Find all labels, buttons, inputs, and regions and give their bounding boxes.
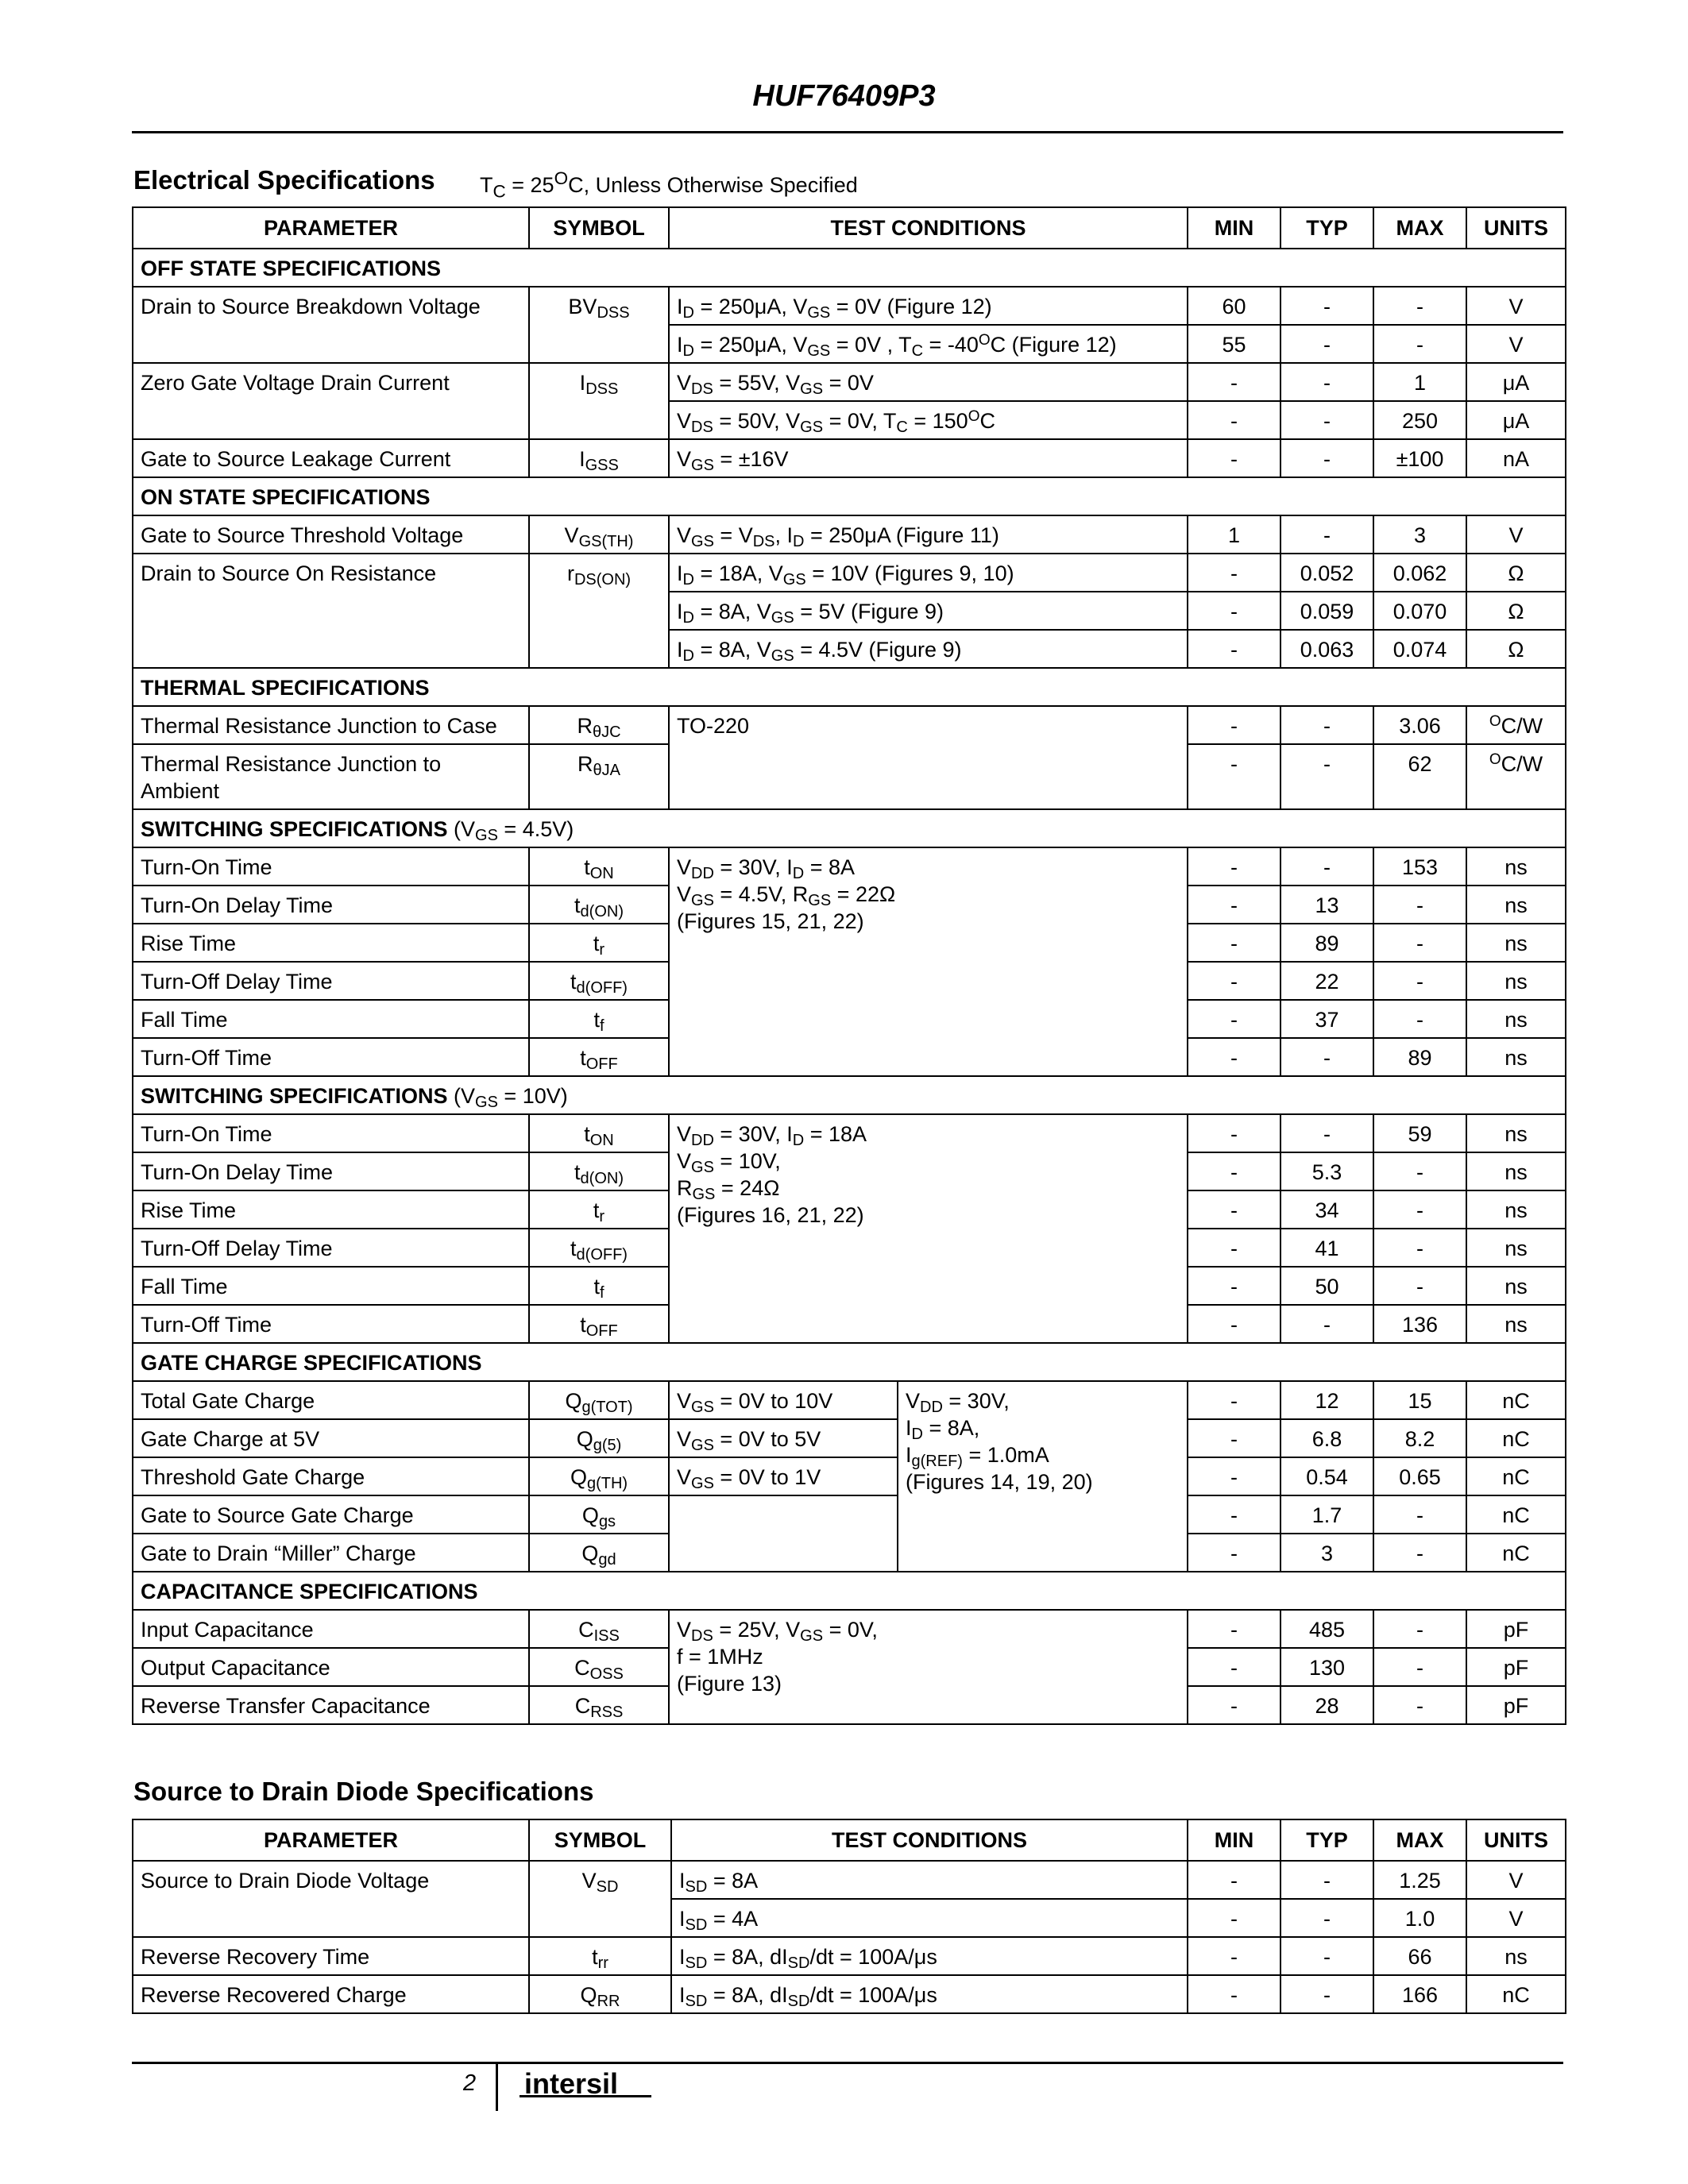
condition-cell: $V_{DS} = 25V$, $V_{GS} = 0V$, f = 1MHz (Figure 13) xyxy=(669,1610,1188,1724)
max-cell: 3 xyxy=(1373,515,1466,554)
condition-cell: $I_{SD} = 8A$, $dI_{SD}/dt = 100A/\mu s$ xyxy=(671,1975,1188,2013)
unit-cell: nC xyxy=(1466,1534,1566,1572)
unit-cell: nA xyxy=(1466,439,1566,477)
table-row xyxy=(133,1975,1566,2013)
min-cell: - xyxy=(1188,1267,1280,1305)
col-header-symbol: SYMBOL xyxy=(529,207,669,249)
symbol-cell: $t_r$ xyxy=(529,1190,669,1229)
table-row xyxy=(133,847,1566,886)
unit-cell: ns xyxy=(1466,1000,1566,1038)
symbol-cell: $I_{DSS}$ xyxy=(529,363,669,439)
condition-cell: $I_{SD} = 8A$ xyxy=(671,1861,1188,1899)
group-row xyxy=(133,477,1566,515)
min-cell: - xyxy=(1188,706,1280,744)
typ-cell: 37 xyxy=(1280,1000,1373,1038)
group-row xyxy=(133,1572,1566,1610)
min-cell: 1 xyxy=(1188,515,1280,554)
param-cell: Total Gate Charge xyxy=(133,1381,529,1419)
typ-cell: 6.8 xyxy=(1280,1419,1373,1457)
typ-cell: 3 xyxy=(1280,1534,1373,1572)
max-cell: - xyxy=(1373,962,1466,1000)
symbol-cell: $t_{d(ON)}$ xyxy=(529,1152,669,1190)
param-cell: Turn-On Time xyxy=(133,1114,529,1152)
typ-cell: 0.54 xyxy=(1280,1457,1373,1495)
typ-cell: 28 xyxy=(1280,1686,1373,1724)
typ-cell: - xyxy=(1280,706,1373,744)
symbol-cell: $C_{OSS}$ xyxy=(529,1648,669,1686)
typ-cell: 5.3 xyxy=(1280,1152,1373,1190)
page-number: 2 xyxy=(463,2070,477,2096)
typ-cell: 1.7 xyxy=(1280,1495,1373,1534)
electrical-specs-table xyxy=(132,206,1566,1725)
min-cell: - xyxy=(1188,886,1280,924)
symbol-cell: $Q_{gd}$ xyxy=(529,1534,669,1572)
group-gate-charge: GATE CHARGE SPECIFICATIONS xyxy=(133,1343,1566,1381)
max-cell: 89 xyxy=(1373,1038,1466,1076)
switching-45-rows xyxy=(133,847,1566,1076)
max-cell: 62 xyxy=(1373,744,1466,809)
col-header-units: UNITS xyxy=(1466,1819,1566,1861)
symbol-cell: $t_f$ xyxy=(529,1000,669,1038)
unit-cell: ns xyxy=(1466,1190,1566,1229)
typ-cell: 130 xyxy=(1280,1648,1373,1686)
table-row xyxy=(133,1861,1566,1899)
min-cell: - xyxy=(1188,401,1280,439)
max-cell: - xyxy=(1373,1495,1466,1534)
unit-cell: ns xyxy=(1466,1937,1566,1975)
param-cell: Drain to Source On Resistance xyxy=(133,554,529,668)
condition-cell: $I_D = 250\mu A$, $V_{GS} = 0V$ , $T_C = -40^OC$ (Figure 12) xyxy=(669,325,1188,363)
unit-cell: V xyxy=(1466,287,1566,325)
symbol-cell: $Q_{g(TOT)}$ xyxy=(529,1381,669,1419)
min-cell: - xyxy=(1188,962,1280,1000)
table-row xyxy=(133,1381,1566,1419)
typ-cell: - xyxy=(1280,1861,1373,1899)
symbol-cell: $Q_{gs}$ xyxy=(529,1495,669,1534)
symbol-cell: $t_{rr}$ xyxy=(529,1937,671,1975)
min-cell: - xyxy=(1188,439,1280,477)
unit-cell: nC xyxy=(1466,1457,1566,1495)
symbol-cell: $t_{d(OFF)}$ xyxy=(529,1229,669,1267)
max-cell: - xyxy=(1373,287,1466,325)
col-header-typ: TYP xyxy=(1280,207,1373,249)
param-cell: Source to Drain Diode Voltage xyxy=(133,1861,529,1937)
unit-cell: ns xyxy=(1466,847,1566,886)
table-row xyxy=(133,363,1566,401)
condition-cell: $V_{GS} = V_{DS}$, $I_D = 250\mu A$ (Figure 11) xyxy=(669,515,1188,554)
min-cell: - xyxy=(1188,1419,1280,1457)
min-cell: 55 xyxy=(1188,325,1280,363)
condition-cell: $V_{GS} = \pm 16V$ xyxy=(669,439,1188,477)
min-cell: - xyxy=(1188,1686,1280,1724)
param-cell: Thermal Resistance Junction to Ambient xyxy=(133,744,529,809)
min-cell: - xyxy=(1188,1038,1280,1076)
unit-cell: pF xyxy=(1466,1610,1566,1648)
symbol-cell: $r_{DS(ON)}$ xyxy=(529,554,669,668)
min-cell: - xyxy=(1188,1190,1280,1229)
group-thermal: THERMAL SPECIFICATIONS xyxy=(133,668,1566,706)
param-cell: Gate to Drain “Miller” Charge xyxy=(133,1534,529,1572)
min-cell: - xyxy=(1188,1975,1280,2013)
max-cell: - xyxy=(1373,1648,1466,1686)
min-cell: - xyxy=(1188,554,1280,592)
max-cell: 166 xyxy=(1373,1975,1466,2013)
unit-cell: ns xyxy=(1466,1305,1566,1343)
unit-cell: ns xyxy=(1466,924,1566,962)
min-cell: - xyxy=(1188,1457,1280,1495)
group-switching-45: SWITCHING SPECIFICATIONS $(V_{GS} = 4.5V)$ xyxy=(133,809,1566,847)
condition-cell: $V_{GS} = 0V$ to 10V xyxy=(669,1381,898,1419)
param-cell: Thermal Resistance Junction to Case xyxy=(133,706,529,744)
table-header-row xyxy=(133,207,1566,249)
typ-cell: 0.063 xyxy=(1280,630,1373,668)
max-cell: - xyxy=(1373,886,1466,924)
footer-divider xyxy=(496,2062,498,2111)
typ-cell: 89 xyxy=(1280,924,1373,962)
group-row xyxy=(133,1076,1566,1114)
param-cell: Turn-Off Delay Time xyxy=(133,1229,529,1267)
unit-cell: nC xyxy=(1466,1381,1566,1419)
condition-cell: $I_D = 250\mu A$, $V_{GS} = 0V$ (Figure 12) xyxy=(669,287,1188,325)
unit-cell: V xyxy=(1466,1899,1566,1937)
typ-cell: - xyxy=(1280,439,1373,477)
param-cell: Turn-On Delay Time xyxy=(133,1152,529,1190)
param-cell: Rise Time xyxy=(133,924,529,962)
unit-cell: ns xyxy=(1466,1229,1566,1267)
max-cell: 8.2 xyxy=(1373,1419,1466,1457)
typ-cell: - xyxy=(1280,1305,1373,1343)
condition-cell: $V_{DD} = 30V$, $I_D = 8A$ $V_{GS} = 4.5V$, $R_{GS} = 22\Omega$ (Figures 15, 21, 22) xyxy=(669,847,1188,1076)
typ-cell: - xyxy=(1280,1975,1373,2013)
min-cell: - xyxy=(1188,1861,1280,1899)
min-cell: - xyxy=(1188,1937,1280,1975)
symbol-cell: $Q_{g(5)}$ xyxy=(529,1419,669,1457)
min-cell: - xyxy=(1188,1114,1280,1152)
typ-cell: 34 xyxy=(1280,1190,1373,1229)
unit-cell: ns xyxy=(1466,1267,1566,1305)
max-cell: 15 xyxy=(1373,1381,1466,1419)
condition-cell: $I_D = 18A$, $V_{GS} = 10V$ (Figures 9, 10) xyxy=(669,554,1188,592)
condition-cell xyxy=(669,1495,898,1572)
max-cell: 0.65 xyxy=(1373,1457,1466,1495)
table-row xyxy=(133,1419,1566,1457)
group-row xyxy=(133,809,1566,847)
symbol-cell: $Q_{RR}$ xyxy=(529,1975,671,2013)
unit-cell: V xyxy=(1466,1861,1566,1899)
col-header-min: MIN xyxy=(1188,1819,1280,1861)
unit-cell: Ω xyxy=(1466,554,1566,592)
param-cell: Fall Time xyxy=(133,1000,529,1038)
param-cell: Turn-Off Delay Time xyxy=(133,962,529,1000)
max-cell: - xyxy=(1373,1152,1466,1190)
symbol-cell: $C_{RSS}$ xyxy=(529,1686,669,1724)
col-header-parameter: PARAMETER xyxy=(133,207,529,249)
diode-specs-heading: Source to Drain Diode Specifications xyxy=(133,1777,594,1806)
max-cell: - xyxy=(1373,1190,1466,1229)
col-header-units: UNITS xyxy=(1466,207,1566,249)
param-cell: Output Capacitance xyxy=(133,1648,529,1686)
param-cell: Input Capacitance xyxy=(133,1610,529,1648)
param-cell: Drain to Source Breakdown Voltage xyxy=(133,287,529,363)
param-cell: Reverse Recovered Charge xyxy=(133,1975,529,2013)
unit-cell: Ω xyxy=(1466,592,1566,630)
min-cell: - xyxy=(1188,1152,1280,1190)
param-cell: Threshold Gate Charge xyxy=(133,1457,529,1495)
unit-cell: ns xyxy=(1466,962,1566,1000)
unit-cell: ns xyxy=(1466,1038,1566,1076)
min-cell: - xyxy=(1188,1495,1280,1534)
min-cell: 60 xyxy=(1188,287,1280,325)
typ-cell: 485 xyxy=(1280,1610,1373,1648)
col-header-min: MIN xyxy=(1188,207,1280,249)
condition-cell: $V_{DS} = 55V$, $V_{GS} = 0V$ xyxy=(669,363,1188,401)
col-header-test-conditions: TEST CONDITIONS xyxy=(671,1819,1188,1861)
condition-cell: TO-220 xyxy=(669,706,1188,809)
param-cell: Gate to Source Gate Charge xyxy=(133,1495,529,1534)
unit-cell: ns xyxy=(1466,1152,1566,1190)
unit-cell: ns xyxy=(1466,1114,1566,1152)
unit-cell: $^O$C/W xyxy=(1466,706,1566,744)
condition-cell: $V_{DS} = 50V$, $V_{GS} = 0V$, $T_C = 150^OC$ xyxy=(669,401,1188,439)
min-cell: - xyxy=(1188,847,1280,886)
symbol-cell: $C_{ISS}$ xyxy=(529,1610,669,1648)
min-cell: - xyxy=(1188,1229,1280,1267)
electrical-specs-conditions: $T_C = 25^OC$, Unless Otherwise Specified xyxy=(480,168,858,202)
group-off-state: OFF STATE SPECIFICATIONS xyxy=(133,249,1566,287)
typ-cell: 22 xyxy=(1280,962,1373,1000)
symbol-cell: $t_{d(OFF)}$ xyxy=(529,962,669,1000)
unit-cell: V xyxy=(1466,325,1566,363)
param-cell: Turn-Off Time xyxy=(133,1038,529,1076)
max-cell: - xyxy=(1373,1686,1466,1724)
group-switching-10: SWITCHING SPECIFICATIONS $(V_{GS} = 10V)$ xyxy=(133,1076,1566,1114)
table-row xyxy=(133,1457,1566,1495)
min-cell: - xyxy=(1188,744,1280,809)
max-cell: 1 xyxy=(1373,363,1466,401)
unit-cell: Ω xyxy=(1466,630,1566,668)
unit-cell: V xyxy=(1466,515,1566,554)
typ-cell: - xyxy=(1280,325,1373,363)
col-header-parameter: PARAMETER xyxy=(133,1819,529,1861)
table-row xyxy=(133,287,1566,325)
typ-cell: 0.052 xyxy=(1280,554,1373,592)
symbol-cell: $t_r$ xyxy=(529,924,669,962)
condition-cell: $I_{SD} = 4A$ xyxy=(671,1899,1188,1937)
max-cell: - xyxy=(1373,924,1466,962)
symbol-cell: $t_{OFF}$ xyxy=(529,1038,669,1076)
col-header-max: MAX xyxy=(1373,1819,1466,1861)
symbol-cell: $t_{d(ON)}$ xyxy=(529,886,669,924)
param-cell: Fall Time xyxy=(133,1267,529,1305)
max-cell: - xyxy=(1373,1534,1466,1572)
table-row xyxy=(133,1114,1566,1152)
symbol-cell: $t_f$ xyxy=(529,1267,669,1305)
unit-cell: pF xyxy=(1466,1686,1566,1724)
min-cell: - xyxy=(1188,363,1280,401)
typ-cell: - xyxy=(1280,363,1373,401)
min-cell: - xyxy=(1188,1534,1280,1572)
group-capacitance: CAPACITANCE SPECIFICATIONS xyxy=(133,1572,1566,1610)
electrical-specs-heading: Electrical Specifications xyxy=(133,165,435,195)
min-cell: - xyxy=(1188,1305,1280,1343)
col-header-symbol: SYMBOL xyxy=(529,1819,671,1861)
param-cell: Reverse Recovery Time xyxy=(133,1937,529,1975)
max-cell: 250 xyxy=(1373,401,1466,439)
col-header-test-conditions: TEST CONDITIONS xyxy=(669,207,1188,249)
unit-cell: ns xyxy=(1466,886,1566,924)
footer-rule xyxy=(132,2062,1563,2064)
max-cell: ±100 xyxy=(1373,439,1466,477)
typ-cell: 0.059 xyxy=(1280,592,1373,630)
symbol-cell: $Q_{g(TH)}$ xyxy=(529,1457,669,1495)
min-cell: - xyxy=(1188,1610,1280,1648)
condition-cell: $I_D = 8A$, $V_{GS} = 4.5V$ (Figure 9) xyxy=(669,630,1188,668)
symbol-cell: $t_{ON}$ xyxy=(529,1114,669,1152)
symbol-cell: $R_{\theta JA}$ xyxy=(529,744,669,809)
max-cell: 0.074 xyxy=(1373,630,1466,668)
header-rule xyxy=(132,131,1563,133)
table-row xyxy=(133,554,1566,592)
max-cell: 66 xyxy=(1373,1937,1466,1975)
max-cell: 3.06 xyxy=(1373,706,1466,744)
max-cell: - xyxy=(1373,325,1466,363)
max-cell: 59 xyxy=(1373,1114,1466,1152)
unit-cell: nC xyxy=(1466,1975,1566,2013)
unit-cell: μA xyxy=(1466,401,1566,439)
typ-cell: - xyxy=(1280,1114,1373,1152)
intersil-logo xyxy=(518,2071,669,2106)
typ-cell: 12 xyxy=(1280,1381,1373,1419)
typ-cell: - xyxy=(1280,515,1373,554)
min-cell: - xyxy=(1188,924,1280,962)
max-cell: 0.070 xyxy=(1373,592,1466,630)
max-cell: 153 xyxy=(1373,847,1466,886)
symbol-cell: $t_{OFF}$ xyxy=(529,1305,669,1343)
param-cell: Turn-On Delay Time xyxy=(133,886,529,924)
param-cell: Turn-On Time xyxy=(133,847,529,886)
typ-cell: - xyxy=(1280,401,1373,439)
table-row xyxy=(133,515,1566,554)
condition-cell: $I_D = 8A$, $V_{GS} = 5V$ (Figure 9) xyxy=(669,592,1188,630)
max-cell: 1.0 xyxy=(1373,1899,1466,1937)
typ-cell: 41 xyxy=(1280,1229,1373,1267)
min-cell: - xyxy=(1188,1381,1280,1419)
condition-cell: $V_{DD} = 30V$, $I_D = 18A$ $V_{GS} = 10V$, $R_{GS} = 24\Omega$ (Figures 16, 21, 22) xyxy=(669,1114,1188,1343)
min-cell: - xyxy=(1188,630,1280,668)
min-cell: - xyxy=(1188,592,1280,630)
table-row xyxy=(133,1495,1566,1534)
table-row xyxy=(133,1610,1566,1648)
unit-cell: nC xyxy=(1466,1495,1566,1534)
symbol-cell: $BV_{DSS}$ xyxy=(529,287,669,363)
symbol-cell: $V_{SD}$ xyxy=(529,1861,671,1937)
symbol-cell: $t_{ON}$ xyxy=(529,847,669,886)
param-cell: Gate to Source Threshold Voltage xyxy=(133,515,529,554)
param-cell: Zero Gate Voltage Drain Current xyxy=(133,363,529,439)
min-cell: - xyxy=(1188,1000,1280,1038)
max-cell: - xyxy=(1373,1229,1466,1267)
unit-cell: pF xyxy=(1466,1648,1566,1686)
table-row xyxy=(133,439,1566,477)
typ-cell: - xyxy=(1280,1899,1373,1937)
table-row xyxy=(133,706,1566,744)
param-cell: Rise Time xyxy=(133,1190,529,1229)
diode-specs-table xyxy=(132,1819,1566,2014)
param-cell: Reverse Transfer Capacitance xyxy=(133,1686,529,1724)
max-cell: - xyxy=(1373,1000,1466,1038)
max-cell: 0.062 xyxy=(1373,554,1466,592)
typ-cell: - xyxy=(1280,287,1373,325)
unit-cell: nC xyxy=(1466,1419,1566,1457)
typ-cell: - xyxy=(1280,1937,1373,1975)
capacitance-rows xyxy=(133,1610,1566,1724)
condition-cell: $I_{SD} = 8A$, $dI_{SD}/dt = 100A/\mu s$ xyxy=(671,1937,1188,1975)
col-header-max: MAX xyxy=(1373,207,1466,249)
typ-cell: 50 xyxy=(1280,1267,1373,1305)
condition-cell: $V_{GS} = 0V$ to 1V xyxy=(669,1457,898,1495)
condition-cell: $V_{GS} = 0V$ to 5V xyxy=(669,1419,898,1457)
typ-cell: - xyxy=(1280,847,1373,886)
typ-cell: - xyxy=(1280,744,1373,809)
common-condition-cell: $V_{DD} = 30V$, $I_D = 8A$, $I_{g(REF)} = 1.0mA$ (Figures 14, 19, 20) xyxy=(898,1381,1188,1572)
param-cell: Gate Charge at 5V xyxy=(133,1419,529,1457)
group-row xyxy=(133,249,1566,287)
group-on-state: ON STATE SPECIFICATIONS xyxy=(133,477,1566,515)
symbol-cell: $I_{GSS}$ xyxy=(529,439,669,477)
table-header-row xyxy=(133,1819,1566,1861)
col-header-typ: TYP xyxy=(1280,1819,1373,1861)
min-cell: - xyxy=(1188,1899,1280,1937)
max-cell: 136 xyxy=(1373,1305,1466,1343)
param-cell: Turn-Off Time xyxy=(133,1305,529,1343)
max-cell: - xyxy=(1373,1267,1466,1305)
max-cell: - xyxy=(1373,1610,1466,1648)
min-cell: - xyxy=(1188,1648,1280,1686)
logo-wordmark: intersil xyxy=(524,2071,619,2100)
param-cell: Gate to Source Leakage Current xyxy=(133,439,529,477)
typ-cell: 13 xyxy=(1280,886,1373,924)
unit-cell: μA xyxy=(1466,363,1566,401)
unit-cell: $^O$C/W xyxy=(1466,744,1566,809)
switching-10-rows xyxy=(133,1114,1566,1343)
document-title: HUF76409P3 xyxy=(752,79,936,113)
group-row xyxy=(133,1343,1566,1381)
symbol-cell: $V_{GS(TH)}$ xyxy=(529,515,669,554)
group-row xyxy=(133,668,1566,706)
max-cell: 1.25 xyxy=(1373,1861,1466,1899)
symbol-cell: $R_{\theta JC}$ xyxy=(529,706,669,744)
table-row xyxy=(133,1937,1566,1975)
typ-cell: - xyxy=(1280,1038,1373,1076)
